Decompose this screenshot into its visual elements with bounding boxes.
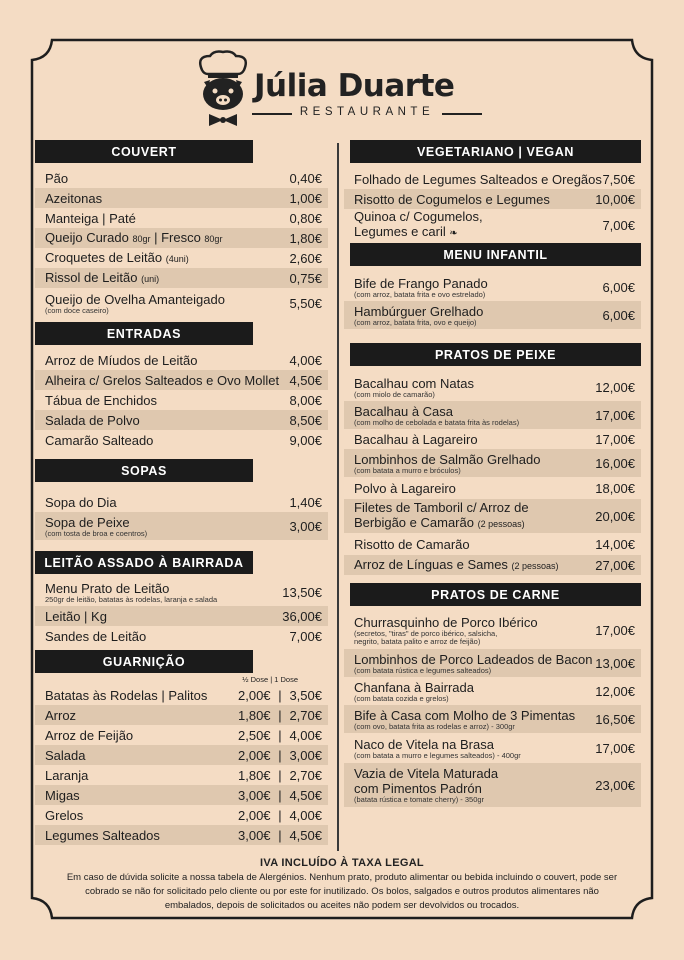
- menu-item: Legumes Salteados 3,00€ | 4,50€: [35, 825, 328, 845]
- brand-subtitle: RESTAURANTE: [254, 106, 480, 118]
- menu-item: Lombinhos de Salmão Grelhado (com batata a murro e bróculos) 16,00€: [344, 449, 641, 477]
- menu-item: Tábua de Enchidos 8,00€: [45, 392, 322, 408]
- left-column: [35, 140, 328, 845]
- menu-item: Sandes de Leitão 7,00€: [45, 628, 322, 644]
- menu-item: Arroz de Míudos de Leitão 4,00€: [45, 352, 322, 368]
- menu-item: Arroz de Feijão 2,50€ | 4,00€: [45, 727, 322, 743]
- menu-item: Naco de Vitela na Brasa (com batata a murro e legumes salteados) - 400gr 17,00€: [354, 736, 635, 760]
- guarnicao-list: [35, 685, 328, 845]
- section-header-peixe: PRATOS DE PEIXE: [350, 343, 641, 366]
- menu-item: Churrasquinho de Porco Ibérico (secretos, "tiras" de porco ibérico, salsicha, negrito, batata palito e arroz de feijão) 17,00€: [354, 614, 635, 646]
- menu-item: Leitão | Kg 36,00€: [35, 606, 328, 626]
- footer-line: cobrado se não for solicitado pelo cliente ou por este for inutilizado. Os bolos, salgados e outros produtos alimentares não: [85, 886, 599, 897]
- menu-item: Folhado de Legumes Salteados e Oregãos 7,50€: [354, 171, 635, 187]
- section-header-guarnicao: GUARNIÇÃO: [35, 650, 253, 673]
- section-header-infantil: MENU INFANTIL: [350, 243, 641, 266]
- menu-item: Filetes de Tamboril c/ Arroz de Berbigão e Camarão (2 pessoas) 20,00€: [344, 499, 641, 533]
- menu-item: Batatas às Rodelas | Palitos 2,00€ | 3,50€: [45, 687, 322, 703]
- restaurant-logo: [196, 50, 496, 130]
- menu-item: Bife de Frango Panado (com arroz, batata frita e ovo estrelado) 6,00€: [354, 275, 635, 299]
- menu-item: Bacalhau à Casa (com molho de cebolada e batata frita às rodelas) 17,00€: [344, 401, 641, 429]
- menu-item: Bife à Casa com Molho de 3 Pimentas (com ovo, batata frita as rodelas e arroz) - 300gr 16,50€: [344, 705, 641, 733]
- right-column: [344, 140, 641, 807]
- menu-item: Azeitonas 1,00€: [35, 188, 328, 208]
- chef-pig-icon: [196, 50, 250, 128]
- menu-item: Polvo à Lagareiro 18,00€: [354, 480, 635, 496]
- section-header-leitao: LEITÃO ASSADO À BAIRRADA: [35, 551, 253, 574]
- section-header-sopas: SOPAS: [35, 459, 253, 482]
- column-divider: [337, 143, 339, 851]
- footer: [40, 856, 644, 913]
- menu-item: Arroz de Línguas e Sames (2 pessoas) 27,00€: [344, 555, 641, 575]
- brand-name: Júlia Duarte: [254, 68, 455, 104]
- menu-item: Salada 2,00€ | 3,00€: [35, 745, 328, 765]
- menu-item: Quinoa c/ Cogumelos, Legumes e caril ❧ 7,00€: [354, 209, 635, 239]
- menu-item: Queijo de Ovelha Amanteigado (com doce caseiro) 5,50€: [45, 291, 322, 315]
- menu-item: Alheira c/ Grelos Salteados e Ovo Mollet 4,50€: [35, 370, 328, 390]
- menu-item: Vazia de Vitela Maturada com Pimentos Padrón (batata rústica e tomate cherry) - 350gr 23,00€: [344, 763, 641, 807]
- menu-item: Camarão Salteado 9,00€: [45, 432, 322, 448]
- leaf-icon: ❧: [449, 228, 458, 239]
- menu-item: Risotto de Camarão 14,00€: [354, 536, 635, 552]
- menu-item: Bacalhau com Natas (com miolo de camarão) 12,00€: [354, 375, 635, 399]
- menu-item: Pão 0,40€: [45, 170, 322, 186]
- menu-item: Bacalhau à Lagareiro 17,00€: [354, 431, 635, 447]
- menu-item: Risotto de Cogumelos e Legumes 10,00€: [344, 189, 641, 209]
- dose-header: ½ Dose | 1 Dose: [242, 675, 298, 684]
- menu-item: Menu Prato de Leitão 250gr de leitão, batatas às rodelas, laranja e salada 13,50€: [45, 580, 322, 604]
- menu-item: Chanfana à Bairrada (com batata cozida e grelos) 12,00€: [354, 679, 635, 703]
- iva-notice: IVA INCLUÍDO À TAXA LEGAL: [260, 857, 424, 869]
- footer-line: embalados, depois de solicitados ou aceites não podem ser devolvidos ou trocados.: [164, 900, 520, 911]
- menu-item: Lombinhos de Porco Ladeados de Bacon (com batata rústica e legumes salteados) 13,00€: [344, 649, 641, 677]
- section-header-entradas: ENTRADAS: [35, 322, 253, 345]
- menu-item: Sopa do Dia 1,40€: [45, 494, 322, 510]
- menu-item: Grelos 2,00€ | 4,00€: [45, 807, 322, 823]
- menu-item: Rissol de Leitão (uni) 0,75€: [35, 268, 328, 288]
- section-header-vegetariano: VEGETARIANO | VEGAN: [350, 140, 641, 163]
- menu-item: Migas 3,00€ | 4,50€: [35, 785, 328, 805]
- menu-item: Laranja 1,80€ | 2,70€: [45, 767, 322, 783]
- footer-line: Em caso de dúvida solicite a nossa tabela de Alergénios. Nenhum prato, produto alimentar ou bebida incluindo o couvert, pode ser: [66, 872, 618, 883]
- menu-item: Croquetes de Leitão (4uni) 2,60€: [45, 249, 322, 266]
- section-header-couvert: COUVERT: [35, 140, 253, 163]
- menu-item: Sopa de Peixe (com tosta de broa e coentros) 3,00€: [35, 512, 328, 540]
- menu-item: Hambúrguer Grelhado (com arroz, batata frita, ovo e queijo) 6,00€: [344, 301, 641, 329]
- menu-item: Salada de Polvo 8,50€: [35, 410, 328, 430]
- menu-item: Manteiga | Paté 0,80€: [45, 210, 322, 226]
- menu-item: Arroz 1,80€ | 2,70€: [35, 705, 328, 725]
- section-header-carne: PRATOS DE CARNE: [350, 583, 641, 606]
- menu-item: Queijo Curado 80gr | Fresco 80gr 1,80€: [35, 228, 328, 248]
